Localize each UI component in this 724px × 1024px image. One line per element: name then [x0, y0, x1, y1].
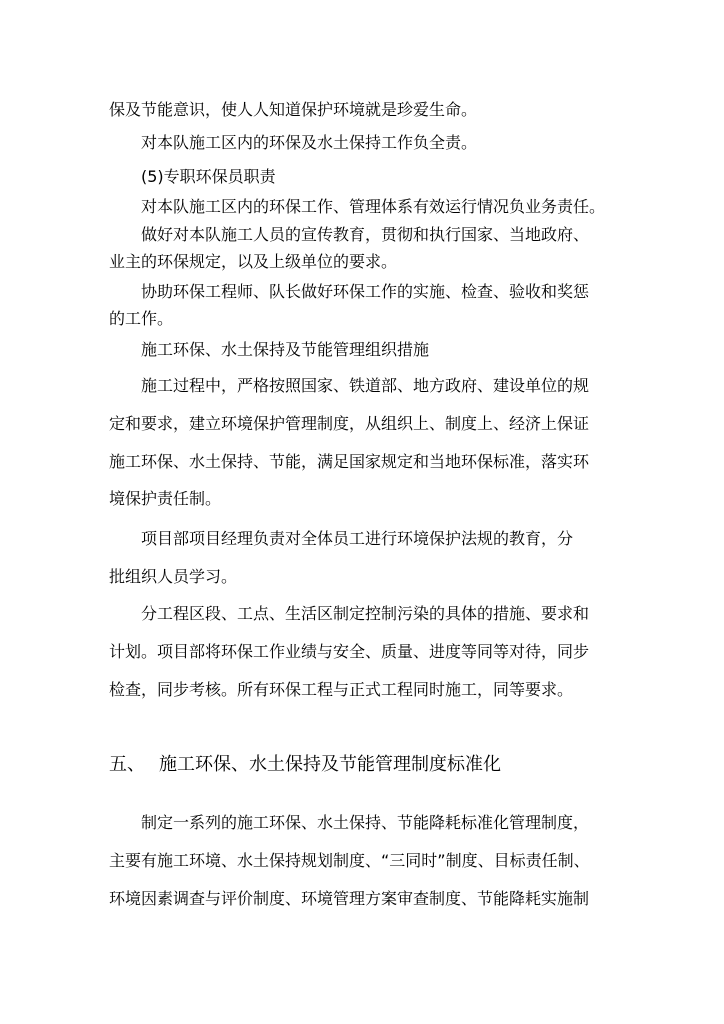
text-line: 环境因素调查与评价制度、环境管理方案审查制度、节能降耗实施制	[109, 889, 590, 908]
text-line: 对本队施工区内的环保及水土保持工作负全责。	[141, 133, 478, 152]
text-line: 业主的环保规定，以及上级单位的要求。	[109, 252, 398, 271]
text-line: 协助环保工程师、队长做好环保工作的实施、检查、验收和奖惩	[141, 282, 590, 301]
text-line: 境保护责任制。	[109, 489, 222, 508]
section-title: 施工环保、水土保持及节能管理制度标准化	[159, 754, 501, 775]
text-line: 项目部项目经理负责对全体员工进行环境保护法规的教育，分	[141, 529, 574, 548]
subheading-measures: 施工环保、水土保持及节能管理组织措施	[141, 340, 430, 359]
subheading-duties: (5)专职环保员职责	[141, 167, 276, 186]
text-line: 施工环保、水土保持、节能，满足国家规定和当地环保标准，落实环	[109, 452, 590, 471]
text-line: 的工作。	[109, 309, 174, 328]
text-line: 分工程区段、工点、生活区制定控制污染的具体的措施、要求和	[141, 604, 590, 623]
text-line: 定和要求，建立环境保护管理制度，从组织上、制度上、经济上保证	[109, 414, 590, 433]
section-heading	[109, 753, 629, 777]
section-number: 五、	[109, 754, 145, 775]
text-line: 计划。项目部将环保工作业绩与安全、质量、进度等同等对待，同步	[109, 642, 590, 661]
text-line: 对本队施工区内的环保工作、管理体系有效运行情况负业务责任。	[141, 197, 606, 216]
text-line: 批组织人员学习。	[109, 567, 238, 586]
text-line: 制定一系列的施工环保、水土保持、节能降耗标准化管理制度，	[141, 813, 590, 832]
text-line: 检查，同步考核。所有环保工程与正式工程同时施工，同等要求。	[109, 680, 574, 699]
text-line: 主要有施工环境、水土保持规划制度、“三同时”制度、目标责任制、	[109, 851, 590, 870]
text-line: 施工过程中，严格按照国家、铁道部、地方政府、建设单位的规	[141, 376, 590, 395]
text-line: 保及节能意识，使人人知道保护环境就是珍爱生命。	[109, 100, 478, 119]
text-line: 做好对本队施工人员的宣传教育，贯彻和执行国家、当地政府、	[141, 225, 590, 244]
